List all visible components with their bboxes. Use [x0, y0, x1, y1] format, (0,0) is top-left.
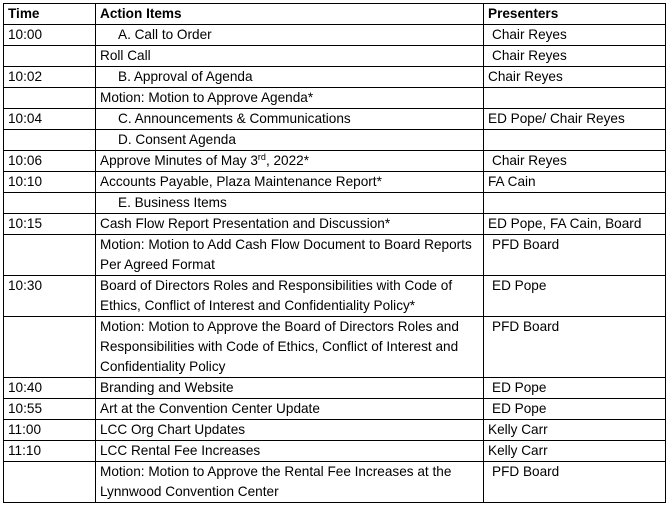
table-row [4, 193, 666, 214]
motion-cell: Motion: Motion to Approve the Board of Directors Roles and Responsibilities with Code of Ethics, Conflict of Interest and Confidentiality Policy [96, 317, 484, 378]
time-cell: 10:15 [4, 214, 96, 235]
presenter-cell [484, 88, 666, 109]
presenter-cell: ED Pope [484, 399, 666, 420]
time-cell: 11:00 [4, 420, 96, 441]
time-cell: 10:00 [4, 25, 96, 46]
table-row [4, 214, 666, 235]
time-cell [4, 88, 96, 109]
time-cell: 10:02 [4, 67, 96, 88]
action-cell [96, 151, 484, 172]
action-cell: Branding and Website [96, 378, 484, 399]
header-presenters: Presenters [484, 4, 666, 25]
action-cell: Roll Call [96, 46, 484, 67]
time-cell [4, 46, 96, 67]
action-text: Approve Minutes of May 3 [100, 153, 258, 168]
time-cell: 10:40 [4, 378, 96, 399]
presenter-cell: Kelly Carr [484, 420, 666, 441]
action-cell: Art at the Convention Center Update [96, 399, 484, 420]
motion-cell: Motion: Motion to Approve Agenda* [96, 88, 484, 109]
table-row [4, 88, 666, 109]
header-action-items: Action Items [96, 4, 484, 25]
action-text: , 2022* [265, 153, 310, 168]
time-cell: 10:30 [4, 276, 96, 317]
time-cell: 11:10 [4, 441, 96, 462]
time-cell [4, 462, 96, 503]
presenter-cell: FA Cain [484, 172, 666, 193]
table-row [4, 420, 666, 441]
time-cell [4, 193, 96, 214]
presenter-cell: Chair Reyes [484, 67, 666, 88]
presenter-cell: Chair Reyes [484, 25, 666, 46]
header-time: Time [4, 4, 96, 25]
time-cell [4, 130, 96, 151]
action-cell: LCC Org Chart Updates [96, 420, 484, 441]
ordinal-suffix: rd [257, 152, 266, 162]
section-heading: A. Call to Order [96, 25, 484, 46]
time-cell: 10:10 [4, 172, 96, 193]
action-cell: Accounts Payable, Plaza Maintenance Report* [96, 172, 484, 193]
table-row [4, 151, 666, 172]
action-cell: LCC Rental Fee Increases [96, 441, 484, 462]
header-row [4, 4, 666, 25]
table-row [4, 172, 666, 193]
presenter-cell: PFD Board [484, 462, 666, 503]
table-row [4, 46, 666, 67]
presenter-cell: Kelly Carr [484, 441, 666, 462]
time-cell [4, 317, 96, 378]
table-row [4, 109, 666, 130]
section-heading: C. Announcements & Communications [96, 109, 484, 130]
table-row [4, 317, 666, 378]
motion-cell: Motion: Motion to Add Cash Flow Document to Board Reports Per Agreed Format [96, 235, 484, 276]
presenter-cell: Chair Reyes [484, 46, 666, 67]
table-row [4, 399, 666, 420]
presenter-cell: Chair Reyes [484, 151, 666, 172]
presenter-cell [484, 193, 666, 214]
table-row [4, 235, 666, 276]
agenda-table [3, 3, 666, 503]
time-cell: 10:04 [4, 109, 96, 130]
presenter-cell: ED Pope [484, 378, 666, 399]
action-cell: Board of Directors Roles and Responsibilities with Code of Ethics, Conflict of Interest and Confidentiality Policy* [96, 276, 484, 317]
motion-cell: Motion: Motion to Approve the Rental Fee Increases at the Lynnwood Convention Center [96, 462, 484, 503]
section-heading: B. Approval of Agenda [96, 67, 484, 88]
presenter-cell: ED Pope [484, 276, 666, 317]
table-row [4, 130, 666, 151]
time-cell [4, 235, 96, 276]
table-row [4, 67, 666, 88]
presenter-cell: PFD Board [484, 235, 666, 276]
table-row [4, 441, 666, 462]
time-cell: 10:06 [4, 151, 96, 172]
presenter-cell: PFD Board [484, 317, 666, 378]
table-row [4, 276, 666, 317]
section-heading: D. Consent Agenda [96, 130, 484, 151]
presenter-cell [484, 130, 666, 151]
time-cell: 10:55 [4, 399, 96, 420]
section-heading: E. Business Items [96, 193, 484, 214]
presenter-cell: ED Pope, FA Cain, Board [484, 214, 666, 235]
table-row [4, 378, 666, 399]
table-row [4, 25, 666, 46]
action-cell: Cash Flow Report Presentation and Discussion* [96, 214, 484, 235]
presenter-cell: ED Pope/ Chair Reyes [484, 109, 666, 130]
table-row [4, 462, 666, 503]
